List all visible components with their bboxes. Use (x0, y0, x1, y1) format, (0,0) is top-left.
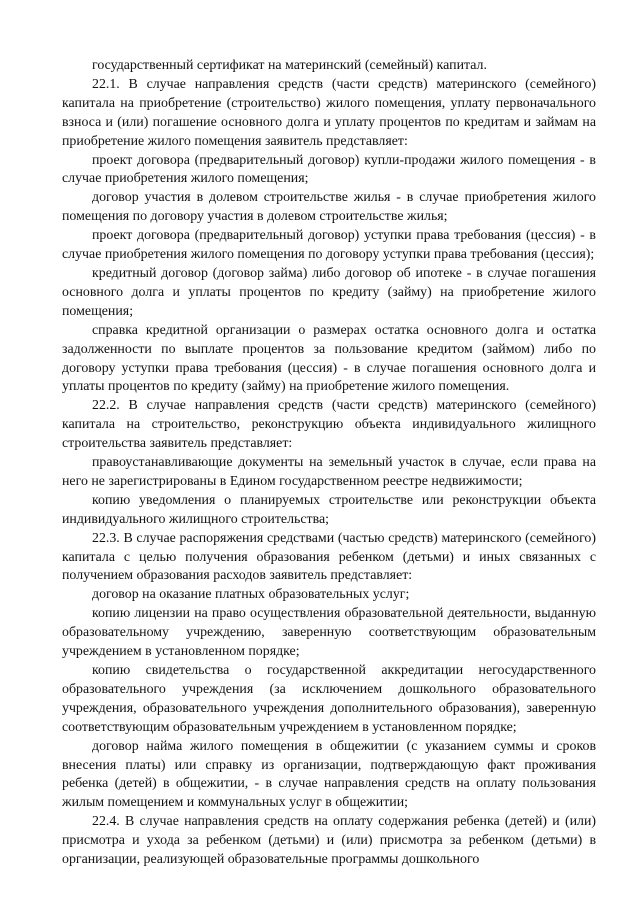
paragraph-22-4: 22.4. В случае направления средств на оплату содержания ребенка (детей) и (или) присмотра и ухода за ребенком (детьми) и (или) присмотра за ребенком (детьми) в организации, реализующей образовательные программы дошкольного (62, 814, 596, 868)
paragraph-purchase-contract-draft: проект договора (предварительный договор) купли-продажи жилого помещения - в случае приобретения жилого помещения; (62, 152, 596, 187)
paragraph-certificate-line: государственный сертификат на материнский (семейный) капитал. (92, 58, 487, 73)
paragraph-assignment-contract: проект договора (предварительный договор) уступки права требования (цессия) - в случае приобретения жилого помещения по договору уступки права требования (цессия); (62, 228, 596, 263)
paragraph-dormitory-lease: договор найма жилого помещения в общежитии (с указанием суммы и сроков внесения платы) или справку из организации, подтверждающую факт проживания ребенка (детей) в общежитии, - в случае направления средств на оплату пользования жилым помещением и коммунальных услуг в общежитии; (62, 738, 596, 811)
paragraph-22-2: 22.2. В случае направления средств (части средств) материнского (семейного) капитала на строительство, реконструкцию объекта индивидуального жилищного строительства заявитель представляет: (62, 398, 596, 452)
paragraph-land-title-documents: правоустанавливающие документы на земельный участок в случае, если права на него не зарегистрированы в Едином государственном реестре недвижимости; (62, 455, 596, 489)
paragraph-credit-contract: кредитный договор (договор займа) либо договор об ипотеке - в случае погашения основного долга и уплаты процентов по кредиту (займу) на приобретение жилого помещения; (62, 265, 596, 319)
paragraph-license-copy: копию лицензии на право осуществления образовательной деятельности, выданную образовательному учреждению, заверенную соответствующим образовательным учреждением в установленном порядке; (62, 606, 596, 660)
document-page (62, 57, 596, 870)
paragraph-accreditation-copy: копию свидетельства о государственной аккредитации негосударственного образовательного учреждения (за исключением дошкольного образовательного учреждения, образовательного учреждения дополнительного образования), заверенную соответствующим образовательным учреждением в установленном порядке; (62, 663, 596, 735)
paragraph-22-1: 22.1. В случае направления средств (части средств) материнского (семейного) капитала на приобретение (строительство) жилого помещения, уплату первоначального взноса и (или) погашение основного долга и уплату процентов по кредитам и займам на приобретение жилого помещения заявитель представляет: (62, 76, 596, 149)
paragraph-construction-notice: копию уведомления о планируемых строительстве или реконструкции объекта индивидуального жилищного строительства; (62, 492, 596, 527)
paragraph-education-services-contract: договор на оказание платных образовательных услуг; (92, 587, 410, 603)
paragraph-22-3: 22.3. В случае распоряжения средствами (частью средств) материнского (семейного) капитала с целью получения образования ребенком (детьми) и иных связанных с получением образования расходов заявитель представляет: (62, 530, 596, 584)
paragraph-shared-construction: договор участия в долевом строительстве жилья - в случае приобретения жилого помещения по договору участия в долевом строительстве жилья; (62, 190, 596, 225)
paragraph-bank-statement: справка кредитной организации о размерах остатка основного долга и остатка задолженности по выплате процентов за пользование кредитом (займом) либо по договору уступки права требования (цессия) - в случае погашения основного долга и уплаты процентов по кредиту (займу) на приобретение жилого помещения. (62, 322, 596, 395)
